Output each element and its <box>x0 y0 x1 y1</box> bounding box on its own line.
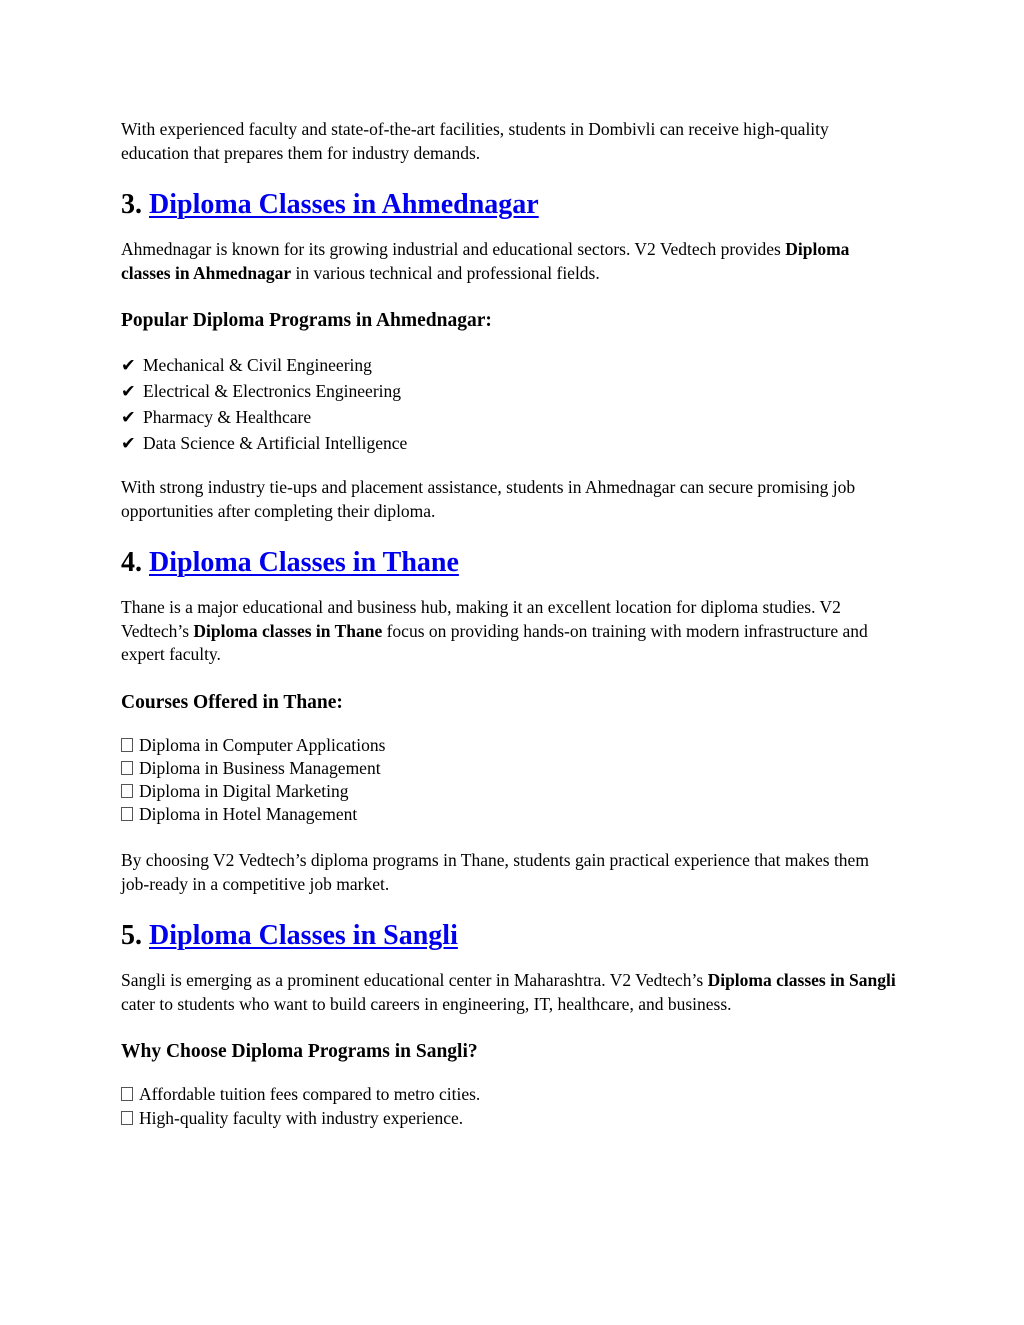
bold-phrase: Diploma classes in Sangli <box>707 970 896 991</box>
list-item <box>121 780 901 803</box>
paragraph-text: Ahmednagar is known for its growing industrial and educational sectors. V2 Vedtech provides <box>121 239 786 259</box>
list-item <box>121 404 901 430</box>
checkmark-icon: ✔ <box>121 433 136 453</box>
list-item <box>121 734 901 757</box>
box-bullet-icon <box>121 761 133 775</box>
intro-paragraph: With experienced faculty and state-of-the-art facilities, students in Dombivli can receive high-quality education that prepares them for industry demands. <box>121 119 829 163</box>
list-item-label: Mechanical & Civil Engineering <box>143 355 372 375</box>
list-item-label: Diploma in Business Management <box>139 757 381 778</box>
section-paragraph <box>121 238 901 285</box>
bold-phrase: Diploma classes in Ahmednagar <box>121 239 850 283</box>
subheading-popular-programs: Popular Diploma Programs in Ahmednagar: <box>121 310 492 331</box>
section-number: 4. <box>121 547 142 578</box>
section-paragraph <box>121 596 901 667</box>
link-diploma-classes-thane[interactable]: Diploma Classes in Thane <box>149 547 459 578</box>
list-item-label: High-quality faculty with industry experience. <box>139 1107 464 1128</box>
list-item-label: Diploma in Hotel Management <box>139 804 358 825</box>
list-item <box>121 1083 901 1106</box>
list-item-label: Pharmacy & Healthcare <box>143 407 312 427</box>
checkmark-icon: ✔ <box>121 355 136 375</box>
list-item-label: Data Science & Artificial Intelligence <box>143 433 408 453</box>
course-list <box>121 734 901 827</box>
paragraph-text: Thane is a major educational and business hub, making it an excellent location for diploma studies. V2 Vedtech’s <box>121 597 841 641</box>
program-list <box>121 352 901 456</box>
section-paragraph <box>121 969 901 1016</box>
list-item-label: Electrical & Electronics Engineering <box>143 381 402 401</box>
paragraph-text: in various technical and professional fields. <box>291 262 600 283</box>
box-bullet-icon <box>121 1111 133 1125</box>
list-item <box>121 378 901 404</box>
closing-paragraph: With strong industry tie-ups and placement assistance, students in Ahmednagar can secure promising job opportunities after completing their diploma. <box>121 477 856 521</box>
bold-phrase: Diploma classes in Thane <box>193 620 383 641</box>
list-item <box>121 803 901 826</box>
checkmark-icon: ✔ <box>121 407 136 427</box>
list-item-label: Diploma in Digital Marketing <box>139 780 349 801</box>
box-bullet-icon <box>121 1087 133 1101</box>
section-number: 3. <box>121 189 142 220</box>
subheading-why-choose: Why Choose Diploma Programs in Sangli? <box>121 1041 478 1063</box>
paragraph-text: cater to students who want to build careers in engineering, IT, healthcare, and business. <box>121 993 732 1014</box>
box-bullet-icon <box>121 807 133 821</box>
reasons-list <box>121 1083 901 1129</box>
box-bullet-icon <box>121 784 133 798</box>
subheading-courses-offered: Courses Offered in Thane: <box>121 691 343 713</box>
link-diploma-classes-sangli[interactable]: Diploma Classes in Sangli <box>149 920 458 952</box>
box-bullet-icon <box>121 738 133 752</box>
list-item-label: Affordable tuition fees compared to metro cities. <box>139 1084 481 1105</box>
list-item <box>121 352 901 378</box>
document-page <box>121 118 901 1130</box>
section-heading-ahmednagar <box>121 188 901 222</box>
checkmark-icon: ✔ <box>121 381 136 401</box>
list-item <box>121 1107 901 1130</box>
paragraph-text: focus on providing hands-on training with modern infrastructure and expert faculty. <box>121 620 868 664</box>
list-item <box>121 757 901 780</box>
section-heading-sangli <box>121 919 901 953</box>
list-item-label: Diploma in Computer Applications <box>139 734 386 755</box>
link-diploma-classes-ahmednagar[interactable]: Diploma Classes in Ahmednagar <box>149 189 539 220</box>
paragraph-text: Sangli is emerging as a prominent educational center in Maharashtra. V2 Vedtech’s <box>121 970 708 991</box>
section-heading-thane <box>121 546 901 580</box>
list-item <box>121 430 901 456</box>
section-number: 5. <box>121 920 142 952</box>
closing-paragraph: By choosing V2 Vedtech’s diploma programs in Thane, students gain practical experience that makes them job-ready in a competitive job market. <box>121 850 869 894</box>
